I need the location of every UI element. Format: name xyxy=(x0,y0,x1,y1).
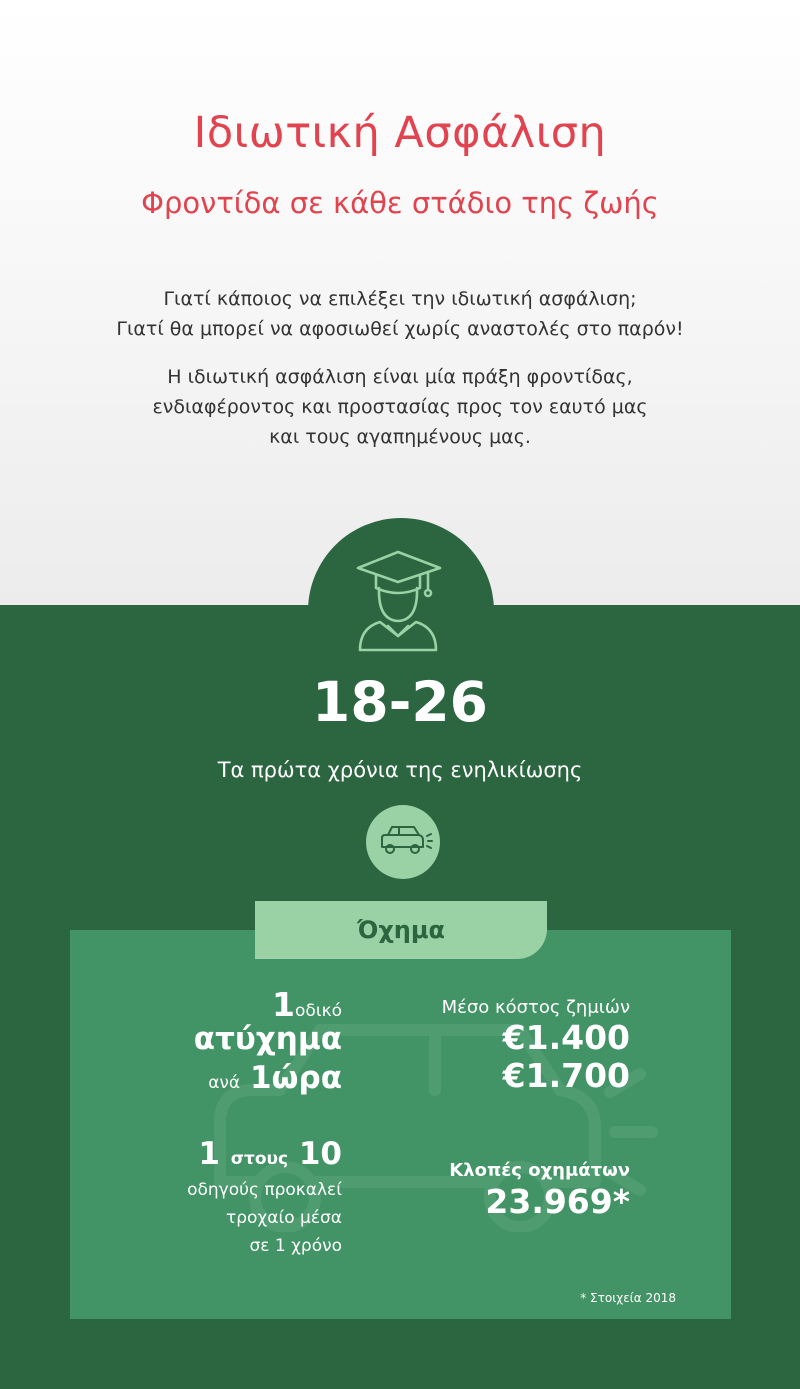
drivers-ratio: 1 στους 10 xyxy=(198,1136,342,1172)
thefts-value: 23.969* xyxy=(485,1182,630,1221)
intro-line-2: Γιατί θα μπορεί να αφοσιωθεί χωρίς αναστολές στο παρόν! xyxy=(116,318,684,340)
accident-word: ατύχημα xyxy=(193,1021,342,1057)
intro-line-5: και τους αγαπημένους μας. xyxy=(269,426,531,448)
thefts-label: Κλοπές οχημάτων xyxy=(449,1160,630,1181)
accident-period: ανά 1ώρα xyxy=(208,1060,342,1096)
intro-line-1: Γιατί κάποιος να επιλέξει την ιδιωτική ασφάλιση; xyxy=(163,288,637,310)
cost-value-1: €1.400 xyxy=(502,1018,630,1057)
intro-line-4: ενδιαφέροντος και προστασίας προς τον εαυτό μας xyxy=(152,396,648,418)
intro-line-3: Η ιδιωτική ασφάλιση είναι μία πράξη φροντίδας, xyxy=(167,366,633,388)
graduate-icon xyxy=(348,548,448,658)
drivers-line-1: οδηγούς προκαλεί xyxy=(187,1180,342,1200)
page-title: Ιδιωτική Ασφάλιση xyxy=(193,108,607,158)
age-range: 18-26 xyxy=(312,670,488,734)
car-icon xyxy=(366,805,440,879)
page-subtitle: Φροντίδα σε κάθε στάδιο της ζωής xyxy=(141,186,659,220)
category-badge xyxy=(366,805,440,879)
drivers-line-3: σε 1 χρόνο xyxy=(249,1236,342,1256)
vehicle-tab: Όχημα xyxy=(255,901,547,959)
drivers-line-2: τροχαίο μέσα xyxy=(226,1208,342,1228)
cost-label: Μέσο κόστος ζημιών xyxy=(441,997,630,1018)
accident-stat: 1οδικό xyxy=(272,985,342,1024)
footnote: * Στοιχεία 2018 xyxy=(580,1291,676,1305)
stage-caption: Τα πρώτα χρόνια της ενηλικίωσης xyxy=(217,758,583,782)
cost-value-2: €1.700 xyxy=(502,1056,630,1095)
